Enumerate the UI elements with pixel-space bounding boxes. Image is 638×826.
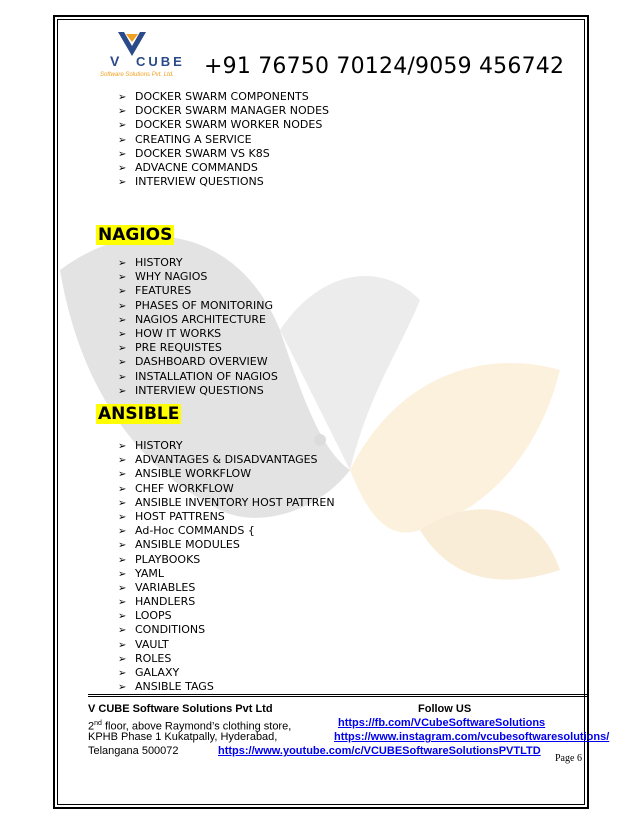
arrowhead-bullet-icon: ➢ bbox=[118, 272, 127, 284]
nagios-list-item bbox=[118, 341, 278, 355]
svg-text:Software Solutions Pvt. Ltd.: Software Solutions Pvt. Ltd. bbox=[100, 72, 174, 78]
arrowhead-bullet-icon: ➢ bbox=[118, 328, 127, 340]
arrowhead-bullet-icon: ➢ bbox=[118, 455, 127, 467]
ansible-list-item bbox=[118, 439, 335, 453]
ansible-title: ANSIBLE bbox=[98, 404, 180, 424]
ansible-item-label: LOOPS bbox=[135, 609, 172, 623]
arrowhead-bullet-icon: ➢ bbox=[118, 134, 127, 146]
ansible-item-label: YAML bbox=[135, 566, 165, 580]
arrowhead-bullet-icon: ➢ bbox=[118, 582, 127, 594]
arrowhead-bullet-icon: ➢ bbox=[118, 526, 127, 538]
nagios-list-item bbox=[118, 327, 278, 341]
docker-item-label: CREATING A SERVICE bbox=[135, 132, 252, 146]
ansible-list-item bbox=[118, 482, 335, 496]
ansible-item-label: Ad-Hoc COMMANDS { bbox=[135, 524, 255, 538]
ansible-item-label: VARIABLES bbox=[135, 580, 196, 594]
docker-item-label: ADVACNE COMMANDS bbox=[135, 160, 258, 174]
footer-company: V CUBE Software Solutions Pvt Ltd bbox=[88, 703, 273, 715]
nagios-item-label: FEATURES bbox=[135, 284, 192, 298]
nagios-item-label: HISTORY bbox=[135, 256, 183, 269]
nagios-list-item bbox=[118, 370, 278, 384]
ansible-list-item bbox=[118, 453, 335, 467]
arrowhead-bullet-icon: ➢ bbox=[118, 682, 127, 694]
svg-text:CUBE: CUBE bbox=[136, 54, 185, 69]
arrowhead-bullet-icon: ➢ bbox=[118, 441, 127, 452]
arrowhead-bullet-icon: ➢ bbox=[118, 371, 127, 383]
nagios-item-label: NAGIOS ARCHITECTURE bbox=[135, 312, 266, 326]
page-number: Page 6 bbox=[555, 753, 582, 764]
svg-text:V: V bbox=[110, 53, 120, 69]
docker-item-label: DOCKER SWARM VS K8S bbox=[135, 146, 270, 160]
arrowhead-bullet-icon: ➢ bbox=[118, 343, 127, 355]
nagios-list-item bbox=[118, 299, 278, 313]
arrowhead-bullet-icon: ➢ bbox=[118, 92, 127, 103]
nagios-list-item bbox=[118, 355, 278, 369]
ansible-list-item bbox=[118, 524, 335, 538]
ansible-list-item bbox=[118, 638, 335, 652]
docker-list-item bbox=[118, 133, 329, 147]
arrowhead-bullet-icon: ➢ bbox=[118, 385, 127, 397]
ansible-item-label: VAULT bbox=[135, 637, 169, 651]
arrowhead-bullet-icon: ➢ bbox=[118, 120, 127, 132]
arrowhead-bullet-icon: ➢ bbox=[118, 162, 127, 174]
footer-divider bbox=[88, 694, 588, 697]
arrowhead-bullet-icon: ➢ bbox=[118, 469, 127, 481]
docker-item-label: INTERVIEW QUESTIONS bbox=[135, 175, 264, 189]
ansible-item-label: ROLES bbox=[135, 651, 172, 665]
arrowhead-bullet-icon: ➢ bbox=[118, 568, 127, 580]
ansible-list-item bbox=[118, 510, 335, 524]
ansible-list-item bbox=[118, 666, 335, 680]
arrowhead-bullet-icon: ➢ bbox=[118, 554, 127, 566]
vcube-logo-icon bbox=[96, 30, 206, 78]
arrowhead-bullet-icon: ➢ bbox=[118, 497, 127, 509]
arrowhead-bullet-icon: ➢ bbox=[118, 106, 127, 118]
ansible-list-item bbox=[118, 467, 335, 481]
docker-list-item bbox=[118, 104, 329, 118]
arrowhead-bullet-icon: ➢ bbox=[118, 511, 127, 523]
ansible-list-item bbox=[118, 581, 335, 595]
ansible-item-label: ANSIBLE MODULES bbox=[135, 538, 240, 552]
arrowhead-bullet-icon: ➢ bbox=[118, 625, 127, 637]
docker-item-label: DOCKER SWARM COMPONENTS bbox=[135, 90, 309, 103]
nagios-list-item bbox=[118, 384, 278, 398]
docker-list-item bbox=[118, 147, 329, 161]
arrowhead-bullet-icon: ➢ bbox=[118, 148, 127, 160]
arrowhead-bullet-icon: ➢ bbox=[118, 300, 127, 312]
ansible-item-label: CHEF WORKFLOW bbox=[135, 481, 234, 495]
docker-item-label: DOCKER SWARM MANAGER NODES bbox=[135, 104, 330, 118]
nagios-title: NAGIOS bbox=[98, 225, 173, 245]
ansible-item-label: PLAYBOOKS bbox=[135, 552, 201, 566]
ansible-item-label: HISTORY bbox=[135, 439, 183, 452]
footer-follow-label: Follow US bbox=[418, 703, 472, 715]
arrowhead-bullet-icon: ➢ bbox=[118, 258, 127, 269]
docker-item-label: DOCKER SWARM WORKER NODES bbox=[135, 118, 323, 132]
nagios-list-item bbox=[118, 284, 278, 298]
ansible-list-item bbox=[118, 680, 335, 694]
footer-address-line3: Telangana 500072 bbox=[88, 745, 179, 757]
ansible-item-label: ANSIBLE INVENTORY HOST PATTREN bbox=[135, 495, 335, 509]
docker-list-item bbox=[118, 118, 329, 132]
header-phone: +91 76750 70124/9059 456742 bbox=[204, 54, 565, 79]
nagios-list-item bbox=[118, 313, 278, 327]
ansible-item-label: CONDITIONS bbox=[135, 623, 206, 637]
ansible-item-label: HANDLERS bbox=[135, 595, 196, 609]
ansible-item-label: GALAXY bbox=[135, 666, 180, 679]
arrowhead-bullet-icon: ➢ bbox=[118, 314, 127, 326]
arrowhead-bullet-icon: ➢ bbox=[118, 668, 127, 679]
ansible-list-item bbox=[118, 609, 335, 623]
nagios-list bbox=[118, 256, 278, 398]
youtube-link[interactable]: https://www.youtube.com/c/VCUBESoftwareSolutionsPVTLTD bbox=[218, 745, 541, 757]
nagios-item-label: HOW IT WORKS bbox=[135, 326, 222, 340]
arrowhead-bullet-icon: ➢ bbox=[118, 639, 127, 651]
docker-swarm-list bbox=[118, 90, 329, 189]
arrowhead-bullet-icon: ➢ bbox=[118, 286, 127, 298]
nagios-list-item bbox=[118, 256, 278, 270]
ansible-list-item bbox=[118, 652, 335, 666]
ansible-item-label: ADVANTAGES & DISADVANTAGES bbox=[135, 453, 318, 467]
arrowhead-bullet-icon: ➢ bbox=[118, 611, 127, 623]
facebook-link[interactable]: https://fb.com/VCubeSoftwareSolutions bbox=[338, 717, 546, 729]
nagios-item-label: PHASES OF MONITORING bbox=[135, 298, 273, 312]
nagios-item-label: INSTALLATION OF NAGIOS bbox=[135, 369, 278, 383]
ansible-list bbox=[118, 439, 335, 694]
ansible-list-item bbox=[118, 553, 335, 567]
docker-list-item bbox=[118, 161, 329, 175]
footer-address-line1: 2nd floor, above Raymond’s clothing store, bbox=[88, 720, 292, 733]
arrowhead-bullet-icon: ➢ bbox=[118, 177, 127, 189]
arrowhead-bullet-icon: ➢ bbox=[118, 597, 127, 609]
arrowhead-bullet-icon: ➢ bbox=[118, 540, 127, 552]
arrowhead-bullet-icon: ➢ bbox=[118, 357, 127, 369]
ansible-item-label: ANSIBLE WORKFLOW bbox=[135, 467, 252, 481]
footer-address-line2: KPHB Phase 1 Kukatpally, Hyderabad, bbox=[88, 731, 278, 743]
nagios-item-label: WHY NAGIOS bbox=[135, 270, 208, 284]
nagios-item-label: INTERVIEW QUESTIONS bbox=[135, 383, 264, 397]
ansible-list-item bbox=[118, 595, 335, 609]
docker-list-item bbox=[118, 90, 329, 104]
ansible-list-item bbox=[118, 567, 335, 581]
ansible-list-item bbox=[118, 623, 335, 637]
arrowhead-bullet-icon: ➢ bbox=[118, 653, 127, 665]
nagios-list-item bbox=[118, 270, 278, 284]
ansible-list-item bbox=[118, 496, 335, 510]
ansible-item-label: ANSIBLE TAGS bbox=[135, 680, 214, 694]
instagram-link[interactable]: https://www.instagram.com/vcubesoftwaresolutions/ bbox=[334, 731, 610, 743]
nagios-item-label: DASHBOARD OVERVIEW bbox=[135, 355, 268, 369]
nagios-item-label: PRE REQUISTES bbox=[135, 341, 222, 355]
ansible-list-item bbox=[118, 538, 335, 552]
docker-list-item bbox=[118, 175, 329, 189]
arrowhead-bullet-icon: ➢ bbox=[118, 483, 127, 495]
ansible-item-label: HOST PATTRENS bbox=[135, 509, 225, 523]
